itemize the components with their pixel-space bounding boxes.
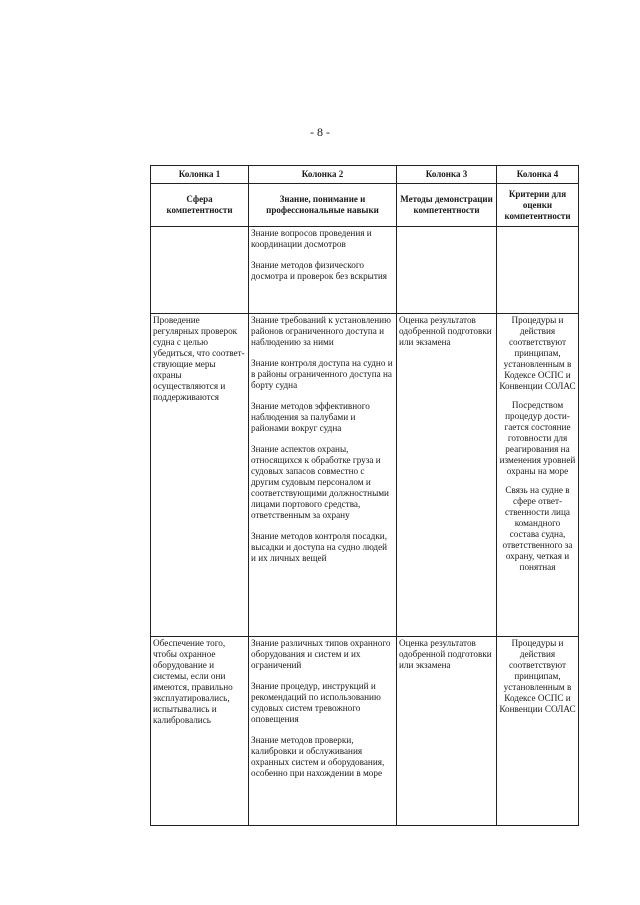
competence-cell: Обеспечение того, чтобы охранное оборудование и системы, если они имеются, правильно эксплуатировались, испытывались и калибровались (151, 637, 249, 826)
knowledge-item: Знание вопросов проведения и координации досмотров (251, 228, 372, 249)
criteria-item: Связь на судне в сфере ответ-ственности лица командного состава судна, ответственного за охрану, четкая и понятная (502, 485, 573, 572)
method-cell (397, 227, 497, 314)
criteria-cell (497, 314, 579, 637)
table-row (151, 314, 579, 637)
criteria-item: Посредством процедур дости-гается состояние готовности для реагирования на изменения уровней охраны на море (499, 400, 576, 476)
criteria-cell (497, 227, 579, 314)
column-number-row (151, 166, 579, 184)
knowledge-cell (249, 637, 397, 826)
competence-cell (151, 227, 249, 314)
knowledge-item: Знание требований к установлению районов ограниченного доступа и наблюдению за ними (251, 315, 391, 347)
competence-cell: Проведение регулярных проверок судна с целью убедиться, что соответ-ствующие меры охраны осуществляются и поддерживаются (151, 314, 249, 637)
method-cell: Оценка результатов одобренной подготовки или экзамена (397, 637, 497, 826)
knowledge-item: Знание методов эффективного наблюдения за палубами и районами вокруг судна (251, 401, 370, 433)
column-1-header: Колонка 1 (151, 166, 249, 184)
criteria-cell (497, 637, 579, 826)
knowledge-item: Знание различных типов охранного оборудования и систем и их ограничений (251, 638, 391, 670)
column-3-header: Колонка 3 (397, 166, 497, 184)
knowledge-item: Знание процедур, инструкций и рекомендаций по использованию судовых систем тревожного оповещения (251, 681, 381, 724)
column-2-header: Колонка 2 (249, 166, 397, 184)
criteria-item: Процедуры и действия соответствуют принципам, установленным в Кодексе ОСПС и Конвенции СОЛАС (499, 315, 576, 391)
competence-area-header: Сфера компетентности (151, 184, 249, 227)
knowledge-item: Знание методов физического досмотра и проверок без вскрытия (251, 260, 388, 281)
criteria-item: Процедуры и действия соответствуют принципам, установленным в Кодексе ОСПС и Конвенции СОЛАС (499, 638, 576, 714)
table-row (151, 227, 579, 314)
knowledge-cell (249, 314, 397, 637)
column-4-header: Колонка 4 (497, 166, 579, 184)
knowledge-header: Знание, понимание и профессиональные навыки (249, 184, 397, 227)
knowledge-item: Знание методов контроля посадки, высадки и доступа на судно людей и их личных вещей (251, 531, 388, 563)
column-title-row (151, 184, 579, 227)
method-cell: Оценка результатов одобренной подготовки или экзамена (397, 314, 497, 637)
table-row (151, 637, 579, 826)
knowledge-item: Знание методов проверки, калибровки и обслуживания охранных систем и оборудования, особенно при нахождении в море (251, 735, 385, 778)
knowledge-item: Знание аспектов охраны, относящихся к обработке груза и судовых запасов совместно с другим судовым персоналом и соответствующими должностными лицами портового средства, ответственным за охрану (251, 444, 389, 520)
knowledge-item: Знание контроля доступа на судно и в районы ограниченного доступа на борту судна (251, 358, 393, 390)
criteria-header: Критерии для оценки компетентности (497, 184, 579, 227)
knowledge-cell (249, 227, 397, 314)
page-number: - 8 - (310, 125, 330, 139)
competence-table (150, 165, 579, 826)
methods-header: Методы демонстрации компетентности (397, 184, 497, 227)
